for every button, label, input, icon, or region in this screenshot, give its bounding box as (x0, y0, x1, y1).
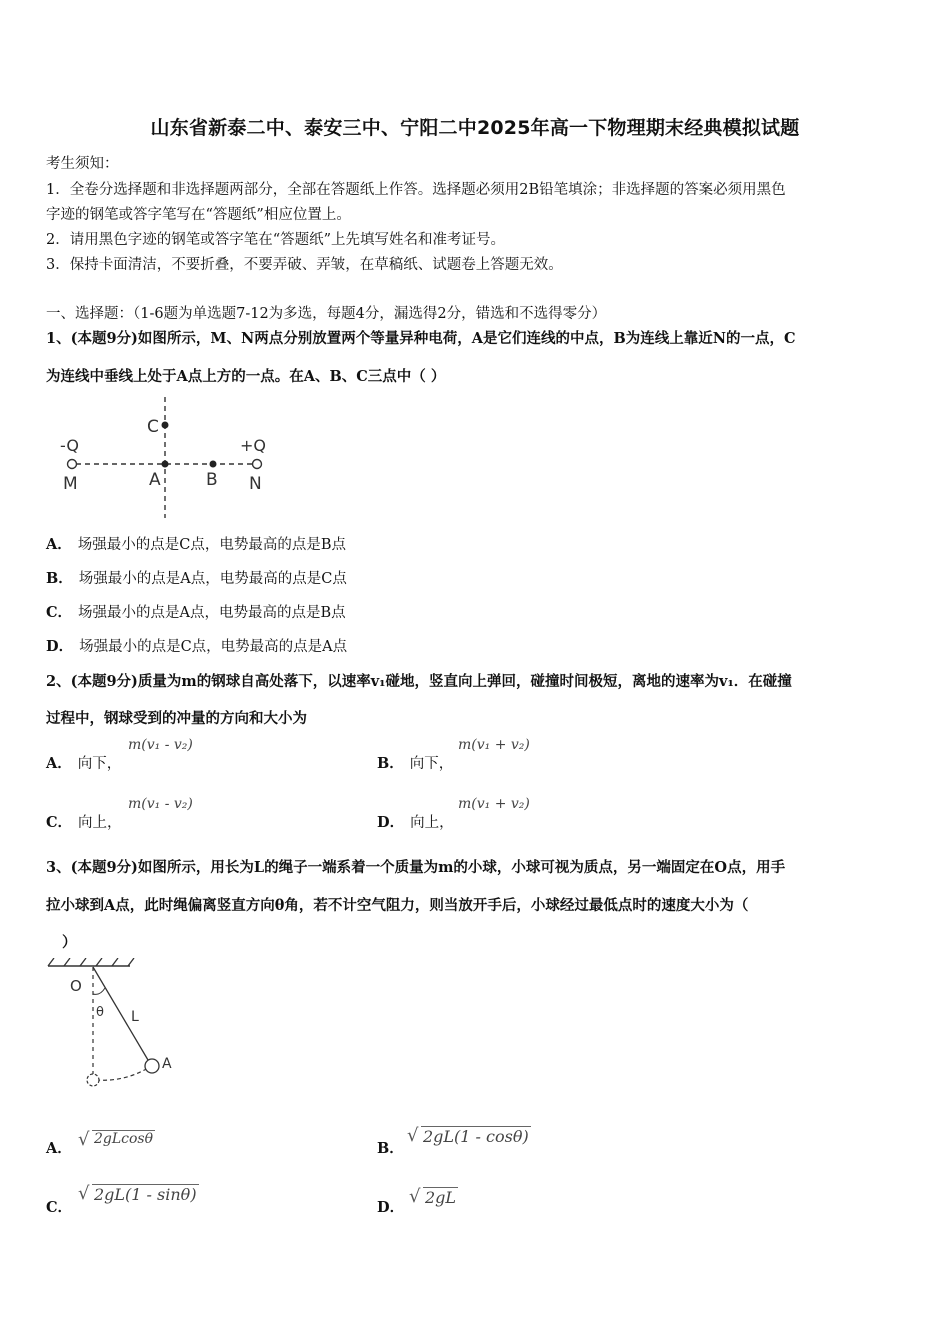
label-n: N (249, 474, 262, 494)
label-c: C (147, 417, 159, 437)
q1-charge-diagram (50, 393, 280, 523)
point-m-marker (68, 460, 77, 469)
q1-stem-line-2: 为连线中垂线上处于A点上方的一点。在A、B、C三点中（ ） (46, 368, 446, 385)
label-positive-charge: +Q (240, 436, 266, 455)
q2-option-b[interactable]: B． 向下， (377, 755, 454, 772)
notice-line-1: 1．全卷分选择题和非选择题两部分，全部在答题纸上作答。选择题必须用2B铅笔填涂；非选择题的答案必须用黑色 (46, 182, 786, 198)
label-negative-charge: -Q (60, 436, 79, 455)
q2-option-a-formula: m(v₁ - v₂) (128, 737, 193, 753)
label-m: M (63, 474, 78, 494)
q3-stem-line-3: ） (62, 934, 77, 951)
q2-stem-line-1: 2、(本题9分)质量为m的钢球自高处落下，以速率v₁碰地，竖直向上弹回，碰撞时间极短，离地的速率为v₁．在碰撞 (46, 673, 792, 690)
point-a-marker (162, 461, 169, 468)
q3-option-b-formula: √ 2gL(1 - cosθ) (407, 1125, 529, 1146)
label-l: L (131, 1009, 139, 1025)
q3-pendulum-diagram (44, 958, 194, 1093)
q1-stem-line-1: 1、(本题9分)如图所示，M、N两点分别放置两个等量异种电荷，A是它们连线的中点，B为连线上靠近N的一点，C (46, 330, 796, 347)
point-c-marker (162, 422, 169, 429)
q2-option-c-formula: m(v₁ - v₂) (128, 796, 193, 812)
q3-option-a-formula: √ 2gLcosθ (78, 1129, 154, 1150)
page-title: 山东省新泰二中、泰安三中、宁阳二中2025年高一下物理期末经典模拟试题 (150, 117, 800, 139)
label-a: A (149, 470, 161, 490)
q2-option-c[interactable]: C． 向上， (46, 814, 122, 831)
q1-option-d[interactable]: D． 场强最小的点是C点，电势最高的点是A点 (46, 638, 348, 655)
notice-line-3: 3．保持卡面清洁，不要折叠，不要弄破、弄皱，在草稿纸、试题卷上答题无效。 (46, 257, 563, 273)
section-heading: 一、选择题：（1-6题为单选题7-12为多选，每题4分，漏选得2分，错选和不选得零分） (46, 306, 607, 322)
point-n-marker (253, 460, 262, 469)
notice-heading: 考生须知： (46, 156, 119, 172)
q3-stem-line-1: 3、(本题9分)如图所示，用长为L的绳子一端系着一个质量为m的小球，小球可视为质点，另一端固定在O点，用手 (46, 859, 786, 876)
label-a: A (162, 1056, 172, 1072)
q3-option-d-formula: √ 2gL (409, 1186, 457, 1207)
q3-option-d[interactable]: D． (377, 1199, 405, 1216)
q2-stem-line-2: 过程中，钢球受到的冲量的方向和大小为 (46, 710, 307, 727)
notice-line-2: 2．请用黑色字迹的钢笔或答字笔在“答题纸”上先填写姓名和准考证号。 (46, 232, 506, 248)
q3-option-a[interactable]: A． (46, 1140, 72, 1157)
q2-option-d-formula: m(v₁ + v₂) (458, 796, 530, 812)
q3-option-b[interactable]: B． (377, 1140, 404, 1157)
q2-option-a[interactable]: A． 向下， (46, 755, 122, 772)
lowest-point-ball (87, 1074, 99, 1086)
label-b: B (206, 470, 218, 490)
label-theta: θ (96, 1005, 104, 1020)
swing-path (96, 1068, 148, 1080)
angle-arc (93, 988, 105, 994)
q1-option-c[interactable]: C． 场强最小的点是A点，电势最高的点是B点 (46, 604, 346, 621)
q2-option-d[interactable]: D． 向上， (377, 814, 454, 831)
ball-at-a (145, 1059, 159, 1073)
ceiling-hatching (48, 958, 134, 966)
q1-option-a[interactable]: A． 场强最小的点是C点，电势最高的点是B点 (46, 536, 347, 553)
q3-option-c-formula: √ 2gL(1 - sinθ) (78, 1183, 197, 1204)
q3-option-c[interactable]: C． (46, 1199, 73, 1216)
q3-stem-line-2: 拉小球到A点，此时绳偏离竖直方向θ角，若不计空气阻力，则当放开手后，小球经过最低点时的速度大小为（ (46, 897, 749, 914)
notice-line-1b: 字迹的钢笔或答字笔写在“答题纸”相应位置上。 (46, 207, 351, 223)
q1-option-b[interactable]: B． 场强最小的点是A点，电势最高的点是C点 (46, 570, 347, 587)
point-b-marker (210, 461, 217, 468)
label-o: O (70, 977, 82, 995)
q2-option-b-formula: m(v₁ + v₂) (458, 737, 530, 753)
